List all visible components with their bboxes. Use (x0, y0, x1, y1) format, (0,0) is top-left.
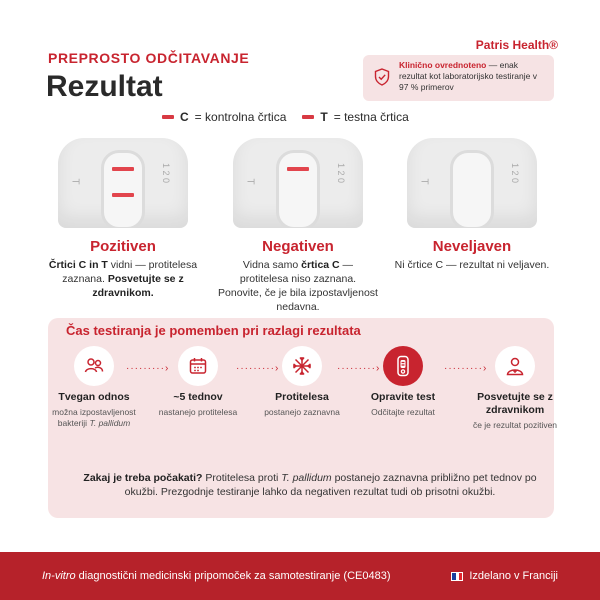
control-line (112, 167, 134, 171)
eyebrow-label: PREPROSTO ODČITAVANJE (48, 50, 250, 66)
legend-t-letter: T (320, 110, 328, 124)
strip-t-label: T (418, 178, 430, 185)
strip-window (101, 150, 145, 228)
result-title: Neveljaven (432, 238, 512, 255)
step-title: ~5 tednov (173, 391, 223, 403)
doctor-icon (495, 346, 535, 386)
step-sub-italic: T. pallidum (89, 418, 131, 428)
france-flag-icon (451, 572, 463, 581)
result-description (218, 258, 378, 314)
desc-bold: črtica C (301, 259, 340, 271)
result-positive (43, 138, 203, 300)
timeline-step-doctor (467, 346, 563, 431)
result-description (43, 258, 203, 300)
timeline-arrow: ·········› (444, 363, 488, 374)
step-title: Posvetujte se z zdravnikom (477, 391, 553, 416)
people-icon (74, 346, 114, 386)
strip-scale-label: 1 2 0 (335, 162, 346, 184)
step-sub: Odčitajte rezultat (371, 407, 435, 417)
control-line (287, 167, 309, 171)
legend-c-text: = kontrolna črtica (194, 110, 287, 124)
step-title: Tvegan odnos (58, 391, 130, 403)
timeline-arrow: ·········› (236, 363, 280, 374)
badge-strong: Klinično ovrednoteno (399, 60, 487, 70)
result-description: Ni črtice C — rezultat ni veljaven. (394, 259, 550, 271)
step-title: Opravite test (370, 391, 436, 403)
strip-t-label: T (69, 178, 81, 185)
note-text: Protitelesa proti (202, 472, 282, 484)
strip-window (450, 150, 494, 228)
footer-bar (0, 552, 600, 600)
control-line-swatch (162, 115, 174, 119)
timing-title: Čas testiranja je pomemben pri razlagi rezultata (66, 323, 361, 338)
strip-t-label: T (244, 178, 256, 185)
calendar-icon (178, 346, 218, 386)
result-negative (218, 138, 378, 314)
legend-t-text: = testna črtica (333, 110, 409, 124)
timeline-arrow: ·········› (126, 363, 170, 374)
step-sub-text: možna izpostavljenost bakteriji (52, 407, 136, 428)
legend-control (162, 110, 286, 124)
timeline-step-weeks (150, 346, 246, 418)
desc-bold-2: Posvetujte se z zdravnikom. (92, 273, 184, 299)
test-strip-negative (233, 138, 363, 228)
step-title: Protitelesa (275, 391, 329, 403)
footer-italic: In-vitro (42, 570, 76, 582)
virus-icon (282, 346, 322, 386)
strip-window (276, 150, 320, 228)
step-sub: postanejo zaznavna (264, 407, 340, 417)
result-title: Negativen (262, 238, 334, 255)
desc-text-2: — protitelesa niso zaznana. Ponovite, če je bila izpostavljenost nedavna. (218, 259, 378, 313)
test-line-swatch (302, 115, 314, 119)
test-line (112, 193, 134, 197)
brand-logo: Patris Health® (475, 38, 558, 52)
timeline-step-exposure (46, 346, 142, 429)
test-strip-invalid (407, 138, 537, 228)
note-text-2: postanejo zaznavna približno pet tednov po okužbi. Prezgodnje testiranje lahko da negativen rezultat tudi ob prisotni okužbi. (124, 472, 537, 498)
shield-check-icon (374, 68, 390, 89)
result-title: Pozitiven (90, 238, 156, 255)
clinical-badge (363, 55, 554, 101)
legend-test (302, 110, 408, 124)
step-sub: če je rezultat pozitiven (472, 420, 558, 430)
badge-text: — enak rezultat kot laboratorijsko testiranje v 97 % primerov (399, 60, 537, 92)
made-in-label (451, 570, 558, 582)
note-bold: Zakaj je treba počakati? (83, 472, 203, 484)
desc-bold: Črtici C in T (48, 259, 108, 271)
step-sub (46, 407, 142, 429)
test-cassette-icon (383, 346, 423, 386)
step-sub: nastanejo protitelesa (158, 407, 238, 417)
timeline-arrow: ·········› (337, 363, 381, 374)
timeline-step-test (355, 346, 451, 418)
footer-disclaimer (42, 570, 451, 582)
legend-c-letter: C (180, 110, 189, 124)
note-italic: T. pallidum (281, 472, 332, 484)
footer-text: diagnostični medicinski pripomoček za samotestiranje (CE0483) (75, 570, 391, 582)
desc-text: Vidna samo (242, 259, 302, 271)
test-strip-positive (58, 138, 188, 228)
waiting-note (80, 471, 540, 499)
line-legend (162, 110, 600, 124)
result-invalid (392, 138, 552, 272)
made-in-text: Izdelano v Franciji (469, 570, 558, 582)
page-title: Rezultat (46, 70, 163, 103)
strip-scale-label: 1 2 0 (509, 162, 520, 184)
strip-scale-label: 1 2 0 (160, 162, 171, 184)
timeline-step-antibodies (254, 346, 350, 418)
desc-text: vidni — protitelesa zaznana. (62, 259, 198, 285)
